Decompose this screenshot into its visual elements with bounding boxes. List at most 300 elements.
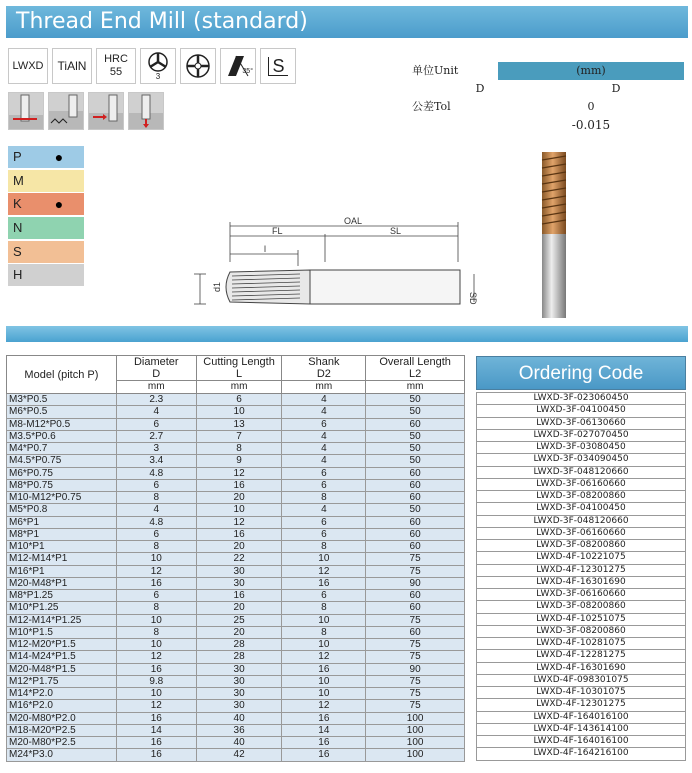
cell-cutting-length: 10: [196, 504, 282, 516]
cell-overall-length: 100: [366, 712, 465, 724]
ordering-row: [477, 723, 686, 735]
ordering-code: LWXD-4F-10281075: [477, 638, 686, 650]
table-row: [7, 565, 465, 577]
material-mark: [34, 217, 84, 239]
cell-model: M14*P2.0: [7, 688, 117, 700]
cell-overall-length: 50: [366, 443, 465, 455]
table-row: [7, 700, 465, 712]
cell-diameter: 12: [116, 700, 196, 712]
operation-icon-row: [8, 92, 164, 130]
hrc-value: 55: [109, 66, 123, 78]
ordering-row: [477, 625, 686, 637]
ordering-row: [477, 638, 686, 650]
ordering-code: LWXD-4F-10251075: [477, 613, 686, 625]
cell-diameter: 3.4: [116, 455, 196, 467]
header-overall-label: Overall Length: [379, 356, 451, 368]
unit-diameter: mm: [116, 381, 196, 394]
cell-shank: 8: [282, 602, 366, 614]
cell-overall-length: 60: [366, 626, 465, 638]
header-cutting-symbol: L: [236, 368, 243, 380]
section-divider: [6, 326, 688, 342]
cell-diameter: 3: [116, 443, 196, 455]
ordering-code-list: [476, 392, 686, 761]
cell-shank: 6: [282, 418, 366, 430]
table-row: [7, 553, 465, 565]
cell-model: M10*P1.25: [7, 602, 117, 614]
table-row: [7, 406, 465, 418]
cell-diameter: 8: [116, 602, 196, 614]
cell-shank: 10: [282, 675, 366, 687]
header-cutting: [196, 356, 282, 381]
ordering-row: [477, 442, 686, 454]
cell-shank: 10: [282, 639, 366, 651]
ordering-row: [477, 662, 686, 674]
cell-model: M6*P0.5: [7, 406, 117, 418]
ordering-code: LWXD-4F-12301275: [477, 699, 686, 711]
ordering-row: [477, 454, 686, 466]
table-row: [7, 602, 465, 614]
cell-shank: 4: [282, 406, 366, 418]
sd-label: SD: [468, 292, 478, 305]
table-row: [7, 467, 465, 479]
cell-cutting-length: 20: [196, 541, 282, 553]
cell-model: M8*P1.25: [7, 590, 117, 602]
cell-model: M8*P0.75: [7, 479, 117, 491]
cell-cutting-length: 7: [196, 430, 282, 442]
cell-cutting-length: 20: [196, 492, 282, 504]
cell-shank: 8: [282, 492, 366, 504]
material-row: [8, 264, 84, 286]
ordering-code: LWXD-3F-034090450: [477, 454, 686, 466]
cell-diameter: 4.8: [116, 516, 196, 528]
table-row: [7, 737, 465, 749]
cell-diameter: 10: [116, 614, 196, 626]
header-overall-symbol: L2: [408, 368, 422, 380]
ordering-row: [477, 711, 686, 723]
cell-diameter: 16: [116, 577, 196, 589]
cell-cutting-length: 36: [196, 724, 282, 736]
ordering-code: LWXD-3F-048120660: [477, 515, 686, 527]
three-flute-icon: [146, 51, 170, 73]
table-row: [7, 651, 465, 663]
helix-box: [220, 48, 256, 84]
header-shank: [282, 356, 366, 381]
cell-diameter: 12: [116, 651, 196, 663]
cell-cutting-length: 40: [196, 712, 282, 724]
cell-shank: 6: [282, 467, 366, 479]
cell-overall-length: 60: [366, 467, 465, 479]
spec-icon-row: [8, 48, 296, 84]
cell-cutting-length: 16: [196, 528, 282, 540]
unit-col2: D: [611, 82, 621, 95]
table-row: [7, 504, 465, 516]
coating-box: [52, 48, 92, 84]
cell-model: M20-M48*P1: [7, 577, 117, 589]
operation-icon-1: [8, 92, 44, 130]
material-row: [8, 170, 84, 192]
cell-shank: 10: [282, 688, 366, 700]
cell-cutting-length: 30: [196, 675, 282, 687]
cell-overall-length: 100: [366, 749, 465, 761]
cell-model: M6*P0.75: [7, 467, 117, 479]
cell-overall-length: 50: [366, 504, 465, 516]
spec-table: [6, 355, 465, 762]
table-row: [7, 492, 465, 504]
material-mark: ●: [54, 196, 64, 213]
unit-col1: D: [475, 82, 485, 95]
ordering-code: LWXD-4F-143614100: [477, 723, 686, 735]
cell-overall-length: 75: [366, 688, 465, 700]
shank-symbol: S: [268, 57, 287, 76]
cell-cutting-length: 20: [196, 602, 282, 614]
shank-box: [260, 48, 296, 84]
cell-model: M20-M80*P2.5: [7, 737, 117, 749]
ordering-code: LWXD-3F-06160660: [477, 527, 686, 539]
cell-cutting-length: 30: [196, 565, 282, 577]
brand-box: [8, 48, 48, 84]
cell-diameter: 16: [116, 663, 196, 675]
cell-overall-length: 60: [366, 541, 465, 553]
cell-overall-length: 90: [366, 577, 465, 589]
technical-drawing: [180, 214, 480, 324]
header-diameter: [116, 356, 196, 381]
cell-shank: 4: [282, 504, 366, 516]
table-row: [7, 663, 465, 675]
cell-diameter: 10: [116, 639, 196, 651]
cell-diameter: 4: [116, 504, 196, 516]
unit-overall: mm: [366, 381, 465, 394]
cell-cutting-length: 12: [196, 467, 282, 479]
unit-value: (mm): [498, 62, 684, 80]
cell-diameter: 2.7: [116, 430, 196, 442]
cell-diameter: 8: [116, 626, 196, 638]
ordering-row: [477, 417, 686, 429]
material-mark: [34, 170, 84, 192]
cell-model: M3*P0.5: [7, 394, 117, 406]
cell-diameter: 2.3: [116, 394, 196, 406]
cell-shank: 16: [282, 712, 366, 724]
cell-overall-length: 60: [366, 479, 465, 491]
cell-shank: 6: [282, 590, 366, 602]
d1-label: d1: [212, 281, 222, 292]
cell-overall-length: 75: [366, 565, 465, 577]
header-shank-symbol: D2: [316, 368, 331, 380]
cell-cutting-length: 16: [196, 590, 282, 602]
cell-overall-length: 50: [366, 455, 465, 467]
ordering-code: LWXD-3F-023060450: [477, 393, 686, 405]
table-row: [7, 479, 465, 491]
table-row: [7, 394, 465, 406]
cell-cutting-length: 20: [196, 626, 282, 638]
ordering-row: [477, 650, 686, 662]
cell-diameter: 6: [116, 418, 196, 430]
cell-model: M5*P0.8: [7, 504, 117, 516]
cell-shank: 6: [282, 528, 366, 540]
cell-diameter: 16: [116, 712, 196, 724]
sl-label: SL: [390, 226, 402, 236]
ordering-code: LWXD-4F-12301275: [477, 564, 686, 576]
cell-shank: 10: [282, 553, 366, 565]
ordering-code: LWXD-4F-10301075: [477, 687, 686, 699]
cell-diameter: 4: [116, 406, 196, 418]
cell-shank: 8: [282, 626, 366, 638]
cell-overall-length: 60: [366, 590, 465, 602]
ordering-code: LWXD-3F-04100450: [477, 503, 686, 515]
ordering-row: [477, 405, 686, 417]
cell-cutting-length: 22: [196, 553, 282, 565]
material-letter: M: [13, 172, 24, 188]
cell-shank: 16: [282, 737, 366, 749]
ordering-row: [477, 393, 686, 405]
ordering-row: [477, 466, 686, 478]
cell-shank: 14: [282, 724, 366, 736]
table-row: [7, 528, 465, 540]
cell-cutting-length: 16: [196, 479, 282, 491]
cell-cutting-length: 8: [196, 443, 282, 455]
cell-overall-length: 75: [366, 614, 465, 626]
ordering-row: [477, 613, 686, 625]
cell-diameter: 10: [116, 688, 196, 700]
material-row: [8, 146, 84, 168]
four-flute-box: [180, 48, 216, 84]
ordering-code: LWXD-3F-06160660: [477, 478, 686, 490]
material-row: [8, 193, 84, 215]
cell-model: M10*P1: [7, 541, 117, 553]
table-row: [7, 430, 465, 442]
cell-model: M6*P1: [7, 516, 117, 528]
ordering-code: LWXD-4F-16301690: [477, 662, 686, 674]
cell-overall-length: 60: [366, 516, 465, 528]
helix-angle-value: 35°: [242, 68, 253, 75]
tolerance-lower: -0.015: [571, 118, 611, 132]
material-mark: [34, 264, 84, 286]
cell-overall-length: 60: [366, 492, 465, 504]
cell-cutting-length: 30: [196, 688, 282, 700]
cell-shank: 16: [282, 749, 366, 761]
cell-model: M18-M20*P2.5: [7, 724, 117, 736]
four-flute-icon: [184, 52, 212, 80]
ordering-row: [477, 576, 686, 588]
cell-model: M12-M20*P1.5: [7, 639, 117, 651]
cell-overall-length: 50: [366, 406, 465, 418]
ordering-code: LWXD-3F-03080450: [477, 442, 686, 454]
cell-shank: 6: [282, 479, 366, 491]
cell-overall-length: 75: [366, 675, 465, 687]
oal-label: OAL: [344, 216, 363, 226]
ordering-row: [477, 491, 686, 503]
ordering-row: [477, 429, 686, 441]
cell-overall-length: 60: [366, 602, 465, 614]
cell-shank: 16: [282, 663, 366, 675]
ordering-row: [477, 527, 686, 539]
cell-cutting-length: 42: [196, 749, 282, 761]
cell-shank: 4: [282, 430, 366, 442]
cell-cutting-length: 30: [196, 577, 282, 589]
brand-label: LWXD: [12, 59, 44, 72]
table-row: [7, 688, 465, 700]
ordering-row: [477, 736, 686, 748]
material-mark: ●: [54, 149, 64, 165]
cell-model: M24*P3.0: [7, 749, 117, 761]
header-diameter-label: Diameter: [133, 356, 179, 368]
cell-shank: 12: [282, 651, 366, 663]
table-row: [7, 639, 465, 651]
cell-diameter: 12: [116, 565, 196, 577]
cell-overall-length: 90: [366, 663, 465, 675]
ordering-code: LWXD-4F-164216100: [477, 748, 686, 760]
cell-diameter: 14: [116, 724, 196, 736]
cell-overall-length: 60: [366, 528, 465, 540]
unit-cutting: mm: [196, 381, 282, 394]
unit-shank: mm: [282, 381, 366, 394]
cell-shank: 8: [282, 541, 366, 553]
cell-diameter: 9.8: [116, 675, 196, 687]
cell-model: M20-M80*P2.0: [7, 712, 117, 724]
ordering-row: [477, 748, 686, 760]
cell-shank: 10: [282, 614, 366, 626]
ordering-code: LWXD-4F-12281275: [477, 650, 686, 662]
cell-cutting-length: 6: [196, 394, 282, 406]
cell-model: M20-M48*P1.5: [7, 663, 117, 675]
ordering-code: LWXD-3F-08200860: [477, 491, 686, 503]
header-overall: [366, 356, 465, 381]
tolerance-upper: 0: [587, 100, 595, 113]
cell-shank: 6: [282, 516, 366, 528]
tolerance-table: [412, 62, 684, 134]
tolerance-label: 公差Tol: [412, 100, 451, 113]
cell-model: M10-M12*P0.75: [7, 492, 117, 504]
flutes-count: 3: [155, 72, 161, 81]
ordering-code: LWXD-3F-06130660: [477, 417, 686, 429]
cell-shank: 12: [282, 565, 366, 577]
cell-diameter: 6: [116, 528, 196, 540]
ordering-row: [477, 515, 686, 527]
table-row: [7, 675, 465, 687]
ordering-code: LWXD-3F-027070450: [477, 429, 686, 441]
cell-shank: 12: [282, 700, 366, 712]
ordering-row: [477, 564, 686, 576]
cell-cutting-length: 13: [196, 418, 282, 430]
cell-cutting-length: 12: [196, 516, 282, 528]
operation-icon-3: [88, 92, 124, 130]
ordering-code: LWXD-3F-08200860: [477, 625, 686, 637]
ordering-row: [477, 478, 686, 490]
operation-icon-2: [48, 92, 84, 130]
cell-model: M16*P2.0: [7, 700, 117, 712]
cell-model: M12-M14*P1.25: [7, 614, 117, 626]
cell-cutting-length: 30: [196, 700, 282, 712]
cell-overall-length: 75: [366, 700, 465, 712]
table-row: [7, 541, 465, 553]
ordering-code: LWXD-4F-10221075: [477, 552, 686, 564]
table-row: [7, 712, 465, 724]
ordering-code: LWXD-3F-08200860: [477, 601, 686, 613]
cell-overall-length: 75: [366, 553, 465, 565]
ordering-code: LWXD-3F-04100450: [477, 405, 686, 417]
cell-model: M3.5*P0.6: [7, 430, 117, 442]
cell-model: M14-M24*P1.5: [7, 651, 117, 663]
operation-icon-4: [128, 92, 164, 130]
ordering-row: [477, 540, 686, 552]
ordering-code: LWXD-4F-16301690: [477, 576, 686, 588]
cell-cutting-length: 28: [196, 639, 282, 651]
cell-cutting-length: 30: [196, 663, 282, 675]
fl-label: FL: [272, 226, 283, 236]
ordering-row: [477, 589, 686, 601]
material-row: [8, 217, 84, 239]
header-cutting-label: Cutting Length: [203, 356, 275, 368]
tool-photo: [536, 150, 572, 320]
ordering-code: LWXD-3F-06160660: [477, 589, 686, 601]
material-table: [8, 146, 84, 288]
ordering-code-title: Ordering Code: [476, 356, 686, 390]
cell-shank: 16: [282, 577, 366, 589]
cell-model: M4.5*P0.75: [7, 455, 117, 467]
cell-model: M16*P1: [7, 565, 117, 577]
cell-overall-length: 75: [366, 651, 465, 663]
header-diameter-symbol: D: [152, 368, 161, 380]
ordering-code: LWXD-4F-164016100: [477, 711, 686, 723]
cell-overall-length: 100: [366, 724, 465, 736]
material-letter: K: [13, 196, 22, 212]
cell-diameter: 8: [116, 541, 196, 553]
table-row: [7, 455, 465, 467]
cell-diameter: 16: [116, 749, 196, 761]
cell-model: M12*P1.75: [7, 675, 117, 687]
ordering-code: LWXD-4F-098301075: [477, 674, 686, 686]
cell-diameter: 16: [116, 737, 196, 749]
material-letter: N: [13, 220, 23, 236]
hrc-box: [96, 48, 136, 84]
table-row: [7, 418, 465, 430]
material-row: [8, 241, 84, 263]
hrc-label: HRC: [104, 53, 128, 65]
header-model: Model (pitch P): [7, 356, 117, 394]
table-row: [7, 590, 465, 602]
ordering-row: [477, 601, 686, 613]
cell-shank: 4: [282, 443, 366, 455]
material-letter: H: [13, 267, 23, 283]
material-letter: S: [13, 243, 22, 259]
ordering-row: [477, 503, 686, 515]
ordering-code: LWXD-3F-048120660: [477, 466, 686, 478]
ordering-code: LWXD-3F-08200860: [477, 540, 686, 552]
ordering-code: LWXD-4F-164016100: [477, 736, 686, 748]
ordering-row: [477, 552, 686, 564]
cell-diameter: 4.8: [116, 467, 196, 479]
cell-diameter: 8: [116, 492, 196, 504]
cell-cutting-length: 10: [196, 406, 282, 418]
cell-overall-length: 50: [366, 394, 465, 406]
table-row: [7, 626, 465, 638]
table-row: [7, 577, 465, 589]
cell-model: M12-M14*P1: [7, 553, 117, 565]
l-label: l: [264, 244, 266, 254]
cell-diameter: 6: [116, 590, 196, 602]
unit-label: 单位Unit: [412, 64, 459, 77]
cell-overall-length: 50: [366, 430, 465, 442]
cell-model: M8-M12*P0.5: [7, 418, 117, 430]
material-mark: [34, 241, 84, 263]
cell-shank: 4: [282, 455, 366, 467]
table-row: [7, 749, 465, 761]
ordering-row: [477, 687, 686, 699]
cell-model: M8*P1: [7, 528, 117, 540]
cell-overall-length: 100: [366, 737, 465, 749]
cell-diameter: 10: [116, 553, 196, 565]
ordering-row: [477, 699, 686, 711]
cell-overall-length: 60: [366, 418, 465, 430]
